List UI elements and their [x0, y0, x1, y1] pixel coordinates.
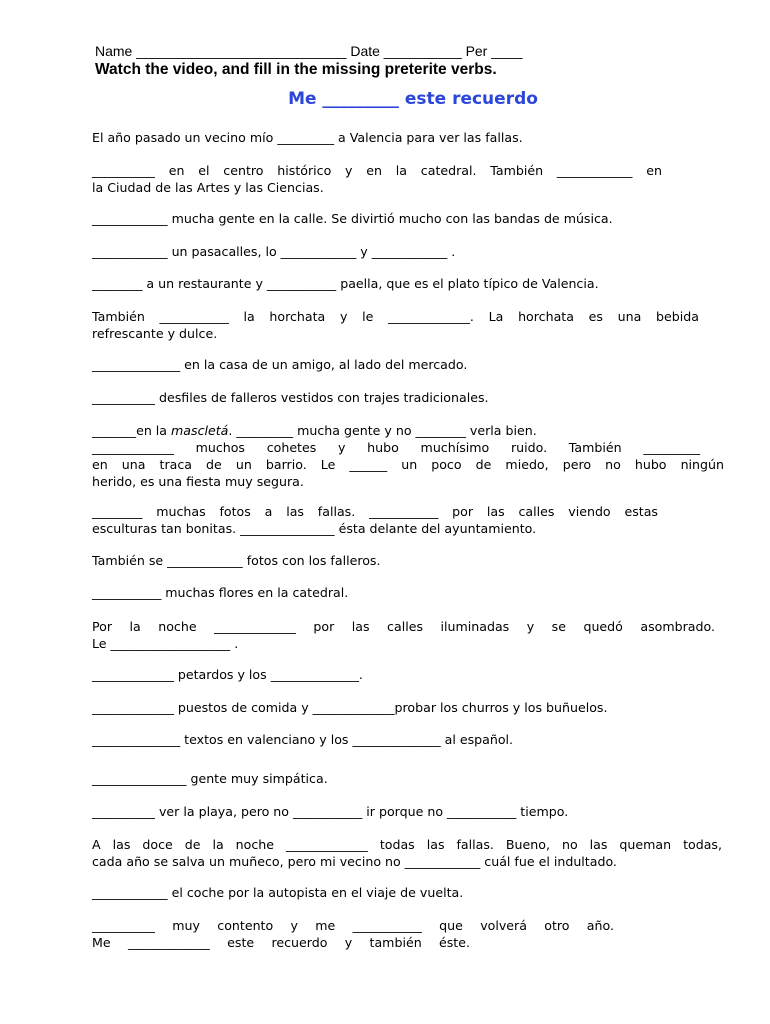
paragraph [92, 422, 728, 490]
paragraph [92, 389, 728, 406]
paragraph [92, 699, 728, 716]
worksheet-title: Me _________ este recuerdo [288, 89, 538, 109]
paragraph [92, 162, 728, 196]
text-line: ______________ textos en valenciano y los ______________ al español. [92, 732, 514, 747]
text-line: También ___________ la horchata y le _____________. La horchata es una bebida [92, 309, 699, 324]
text-line: ________ a un restaurante y ___________ paella, que es el plato típico de Valencia. [92, 276, 599, 291]
text-line: en una traca de un barrio. Le ______ un poco de miedo, pero no hubo ningún [92, 457, 724, 472]
text-line: ____________ el coche por la autopista en el viaje de vuelta. [92, 885, 464, 900]
text-line: ________ muchas fotos a las fallas. ___________ por las calles viendo estas [92, 504, 658, 519]
text-line: __________ muy contento y me ___________ que volverá otro año. [92, 918, 614, 933]
text-line: __________ ver la playa, pero no ___________ ir porque no ___________ tiempo. [92, 804, 569, 819]
name-date-period-line: Name ___________________________ Date __________ Per ____ [95, 43, 523, 59]
text-line: ___________ muchas flores en la catedral. [92, 585, 349, 600]
text-line: herido, es una fiesta muy segura. [92, 474, 304, 489]
text-line: refrescante y dulce. [92, 326, 218, 341]
text-line: Me _____________ este recuerdo y también éste. [92, 935, 470, 950]
text-segment: _______en la [92, 423, 172, 438]
instructions: Watch the video, and fill in the missing preterite verbs. [95, 61, 497, 78]
paragraph [92, 770, 728, 787]
paragraph [92, 917, 728, 951]
text-line: esculturas tan bonitas. _______________ ésta delante del ayuntamiento. [92, 521, 537, 536]
paragraph [92, 356, 728, 373]
paragraph [92, 129, 728, 146]
paragraph [92, 584, 728, 601]
text-line: ____________ mucha gente en la calle. Se divirtió mucho con las bandas de música. [92, 211, 613, 226]
text-line: _____________ petardos y los ______________. [92, 667, 363, 682]
text-line: ____________ un pasacalles, lo ____________ y ____________ . [92, 244, 456, 259]
text-line: El año pasado un vecino mío _________ a Valencia para ver las fallas. [92, 130, 523, 145]
paragraph [92, 803, 728, 820]
paragraph [92, 243, 728, 260]
paragraph [92, 836, 728, 870]
paragraph [92, 275, 728, 292]
text-line: __________ en el centro histórico y en la catedral. También ____________ en [92, 163, 662, 178]
text-line: _____________ muchos cohetes y hubo muchísimo ruido. También _________ [92, 440, 700, 455]
text-line: Por la noche _____________ por las calles iluminadas y se quedó asombrado. [92, 619, 715, 634]
text-line: A las doce de la noche _____________ todas las fallas. Bueno, no las queman todas, [92, 837, 722, 852]
paragraph [92, 884, 728, 901]
text-line: _______________ gente muy simpática. [92, 771, 328, 786]
text-line: ______________ en la casa de un amigo, al lado del mercado. [92, 357, 468, 372]
text-line: la Ciudad de las Artes y las Ciencias. [92, 180, 324, 195]
paragraph [92, 552, 728, 569]
paragraph [92, 210, 728, 227]
paragraph [92, 618, 728, 652]
text-line: También se ____________ fotos con los falleros. [92, 553, 381, 568]
text-line: __________ desfiles de falleros vestidos con trajes tradicionales. [92, 390, 489, 405]
paragraph [92, 731, 728, 748]
paragraph [92, 308, 728, 342]
text-segment: . _________ mucha gente y no ________ verla bien. [228, 423, 537, 438]
text-line: Le ___________________ . [92, 636, 239, 651]
text-line: cada año se salva un muñeco, pero mi vecino no ____________ cuál fue el indultado. [92, 854, 617, 869]
paragraph [92, 666, 728, 683]
text-line [92, 422, 690, 439]
paragraph [92, 503, 728, 537]
italic-term: mascletá [171, 423, 229, 438]
text-line: _____________ puestos de comida y _____________probar los churros y los buñuelos. [92, 700, 608, 715]
